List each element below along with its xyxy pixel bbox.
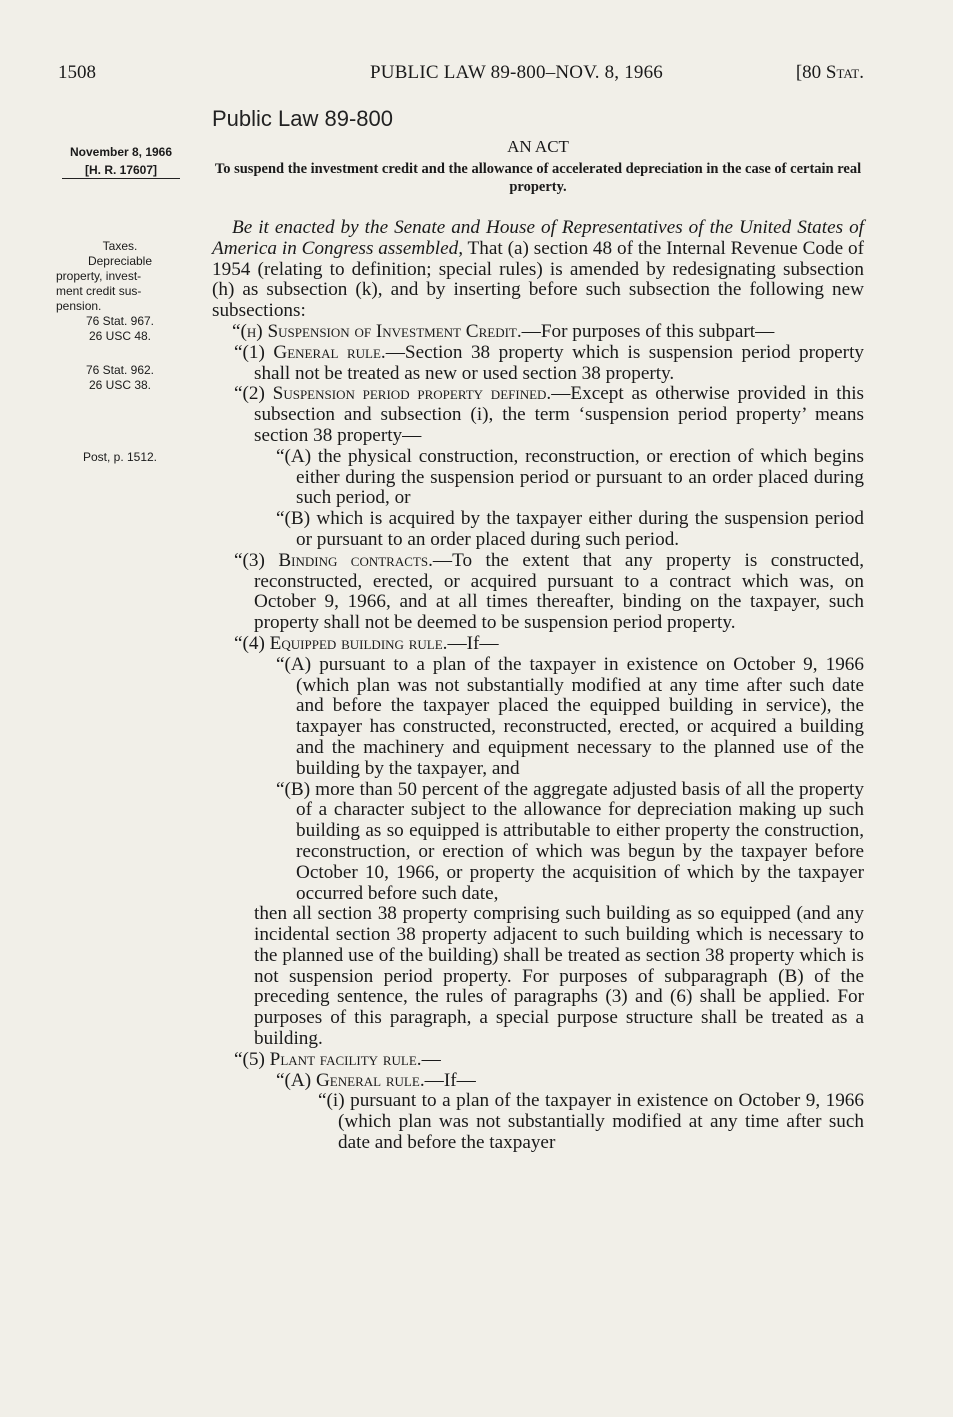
date-block — [62, 144, 180, 179]
margin-note-line: pension. — [56, 299, 102, 313]
margin-note-line: Depreciable — [87, 254, 153, 268]
margin-note-line: ment credit sus- — [56, 284, 142, 298]
paragraph-4-A: “(A) pursuant to a plan of the taxpayer in existence on October 9, 1966 (which plan was not substantially modified at any time after such date and before the taxpayer placed the equipped building in service), the taxpayer has constructed, reconstructed, erected, or acquired a building and the machinery and equipment necessary to the planned use of the building by the taxpayer, and — [276, 653, 864, 779]
act-description: To suspend the investment credit and the allowance of accelerated depreciation in the case of certain real property. — [214, 161, 862, 195]
running-title: PUBLIC LAW 89-800–NOV. 8, 1966 — [370, 62, 664, 83]
public-law-title: Public Law 89-800 — [212, 106, 394, 131]
running-header — [58, 62, 864, 88]
enacting-formula: Be it enacted by the Senate and House of Representatives of the United States of America in Congress assembled, — [212, 217, 864, 259]
margin-note-stat — [56, 363, 184, 393]
paragraph-5 — [212, 1050, 864, 1071]
paragraph-4-B: “(B) more than 50 percent of the aggregate adjusted basis of all the property of a character subject to the allowance for depreciation making up such building as so equipped is attributable to either property the construction, reconstruction, or erection of which was begun by the taxpayer before October 10, 1966, or property the acquisition of which by the taxpayer occurred before such date, — [276, 778, 864, 904]
paragraph-1-heading: “(1) General rule. — [234, 341, 386, 363]
paragraph-5-A — [212, 1071, 864, 1092]
page-number: 1508 — [58, 62, 96, 83]
margin-note-line: property, invest- — [56, 269, 142, 283]
paragraph-3 — [212, 551, 864, 634]
paragraph-4 — [212, 634, 864, 655]
subsection-h — [212, 322, 864, 343]
act-body — [212, 218, 864, 1154]
paragraph-3-heading: “(3) Binding contracts. — [234, 549, 433, 571]
paragraph-5-A-heading: “(A) General rule. — [276, 1069, 425, 1091]
margin-note-post: Post, p. 1512. — [82, 450, 158, 464]
paragraph-2-text: —Except as otherwise provided in this subsection and subsection (i), the term ‘suspension period property’ means section 38 property— — [254, 383, 864, 446]
margin-note-line: 26 USC 38. — [88, 378, 152, 392]
paragraph-5-A-i: “(i) pursuant to a plan of the taxpayer in existence on October 9, 1966 (which plan was not substantially modified at any time after such date and before the taxpayer — [318, 1090, 864, 1154]
paragraph-2-heading: “(2) Suspension period property defined. — [234, 383, 552, 405]
paragraph-1 — [212, 343, 864, 385]
margin-note-taxes — [56, 239, 184, 344]
margin-note-line: 76 Stat. 962. — [85, 363, 155, 377]
paragraph-1-text: —Section 38 property which is suspension period property shall not be treated as new or used section 38 property. — [254, 341, 864, 384]
act-heading: AN ACT — [507, 137, 569, 156]
enacting-clause — [212, 218, 864, 322]
enactment-date: November 8, 1966 — [69, 145, 173, 159]
subsection-h-text: —For purposes of this subpart— — [521, 320, 775, 342]
margin-note-line: 76 Stat. 967. — [85, 314, 155, 328]
paragraph-5-heading: “(5) Plant facility rule. — [234, 1048, 422, 1070]
bill-number: [H. R. 17607] — [62, 162, 180, 179]
paragraph-4-then: then all section 38 property comprising such building as so equipped (and any incidental section 38 property adjacent to such building which is necessary to the planned use of the building) shall be treated as section 38 property which is not suspension period property. For purposes of subparagraph (B) of the preceding sentence, the rules of paragraphs (3) and (6) shall be applied. For purposes of this paragraph, a special purpose structure shall be treated as a building. — [254, 903, 864, 1050]
paragraph-5-text: — — [421, 1048, 441, 1070]
paragraph-2-A: “(A) the physical construction, reconstruction, or erection of which begins either during the suspension period or pursuant to an order placed during such period, or — [276, 445, 864, 509]
volume-reference: [80 Stat. — [795, 62, 864, 83]
paragraph-2 — [212, 384, 864, 446]
subsection-h-heading: “(h) Suspension of Investment Credit. — [232, 320, 522, 342]
margin-note-line: Taxes. — [102, 239, 138, 253]
paragraph-2-B: “(B) which is acquired by the taxpayer either during the suspension period or pursuant to an order placed during such period. — [276, 508, 864, 550]
margin-note-line: 26 USC 48. — [88, 329, 152, 343]
paragraph-3-text: —To the extent that any property is constructed, reconstructed, erected, or acquired pursuant to a contract which was, on October 9, 1966, and at all times thereafter, binding on the taxpayer, such property shall not be deemed to be suspension period property. — [254, 549, 865, 634]
enacting-text: That (a) section 48 of the Internal Revenue Code of 1954 (relating to definition; special rules) is amended by redesignating subsection (h) as subsection (k), and by inserting before such subsection the following new subsections: — [212, 237, 864, 322]
paragraph-4-text: —If— — [447, 632, 499, 654]
paragraph-5-A-text: —If— — [424, 1069, 476, 1091]
paragraph-4-heading: “(4) Equipped building rule. — [234, 632, 448, 654]
